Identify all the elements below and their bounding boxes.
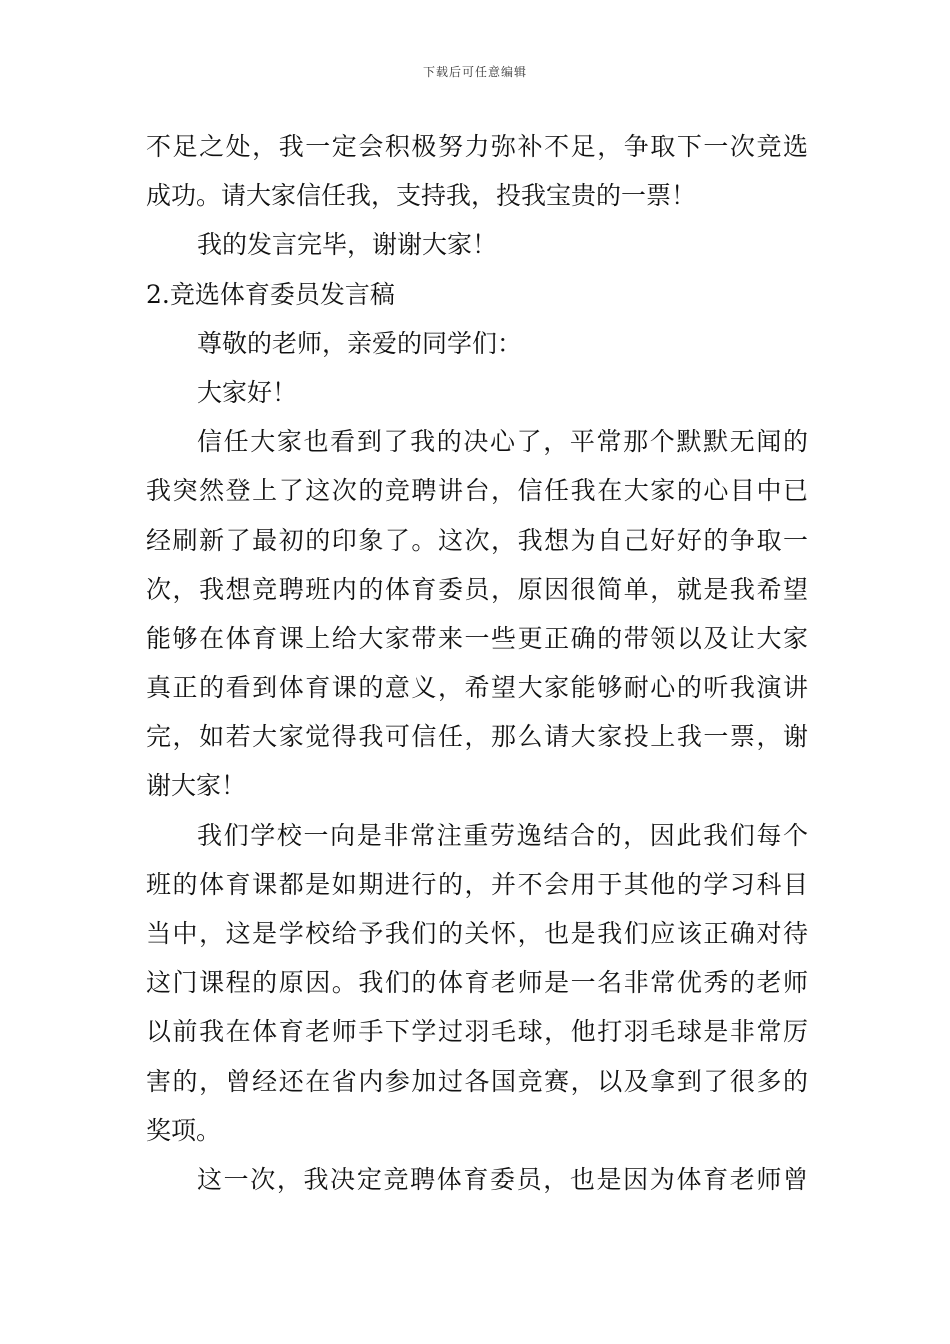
text-line: 完，如若大家觉得我可信任，那么请大家投上我一票，谢 (146, 722, 808, 752)
text-line: 以前我在体育老师手下学过羽毛球，他打羽毛球是非常厉 (146, 1017, 808, 1047)
text-line: 这一次，我决定竞聘体育委员，也是因为体育老师曾 (197, 1164, 808, 1194)
salutation: 尊敬的老师，亲爱的同学们： (197, 328, 523, 358)
text-line: 经刷新了最初的印象了。这次，我想为自己好好的争取一 (146, 525, 808, 555)
greeting: 大家好！ (197, 377, 298, 407)
text-line: 我突然登上了这次的竞聘讲台，信任我在大家的心目中已 (146, 476, 808, 506)
document-body (146, 122, 808, 1204)
section-heading: 2.竞选体育委员发言稿 (146, 279, 395, 309)
text-line: 成功。请大家信任我，支持我，投我宝贵的一票！ (146, 181, 697, 211)
text-line: 谢大家！ (146, 771, 247, 801)
text-line: 当中，这是学校给予我们的关怀，也是我们应该正确对待 (146, 919, 808, 948)
text-line: 次，我想竞聘班内的体育委员，原因很简单，就是我希望 (146, 574, 808, 604)
text-line: 真正的看到体育课的意义，希望大家能够耐心的听我演讲 (146, 673, 808, 703)
text-line: 害的，曾经还在省内参加过各国竞赛，以及拿到了很多的 (146, 1066, 808, 1096)
text-line: 这门课程的原因。我们的体育老师是一名非常优秀的老师 (146, 968, 808, 998)
header-note: 下载后可任意编辑 (422, 65, 527, 79)
text-line: 我的发言完毕，谢谢大家！ (197, 230, 498, 260)
text-line: 奖项。 (146, 1115, 222, 1145)
text-line: 能够在体育课上给大家带来一些更正确的带领以及让大家 (146, 623, 808, 653)
text-line: 不足之处，我一定会积极努力弥补不足，争取下一次竞选 (146, 132, 808, 161)
text-line: 信任大家也看到了我的决心了，平常那个默默无闻的 (197, 427, 808, 457)
text-line: 班的体育课都是如期进行的，并不会用于其他的学习科目 (146, 869, 808, 899)
text-line: 我们学校一向是非常注重劳逸结合的，因此我们每个 (197, 820, 808, 850)
